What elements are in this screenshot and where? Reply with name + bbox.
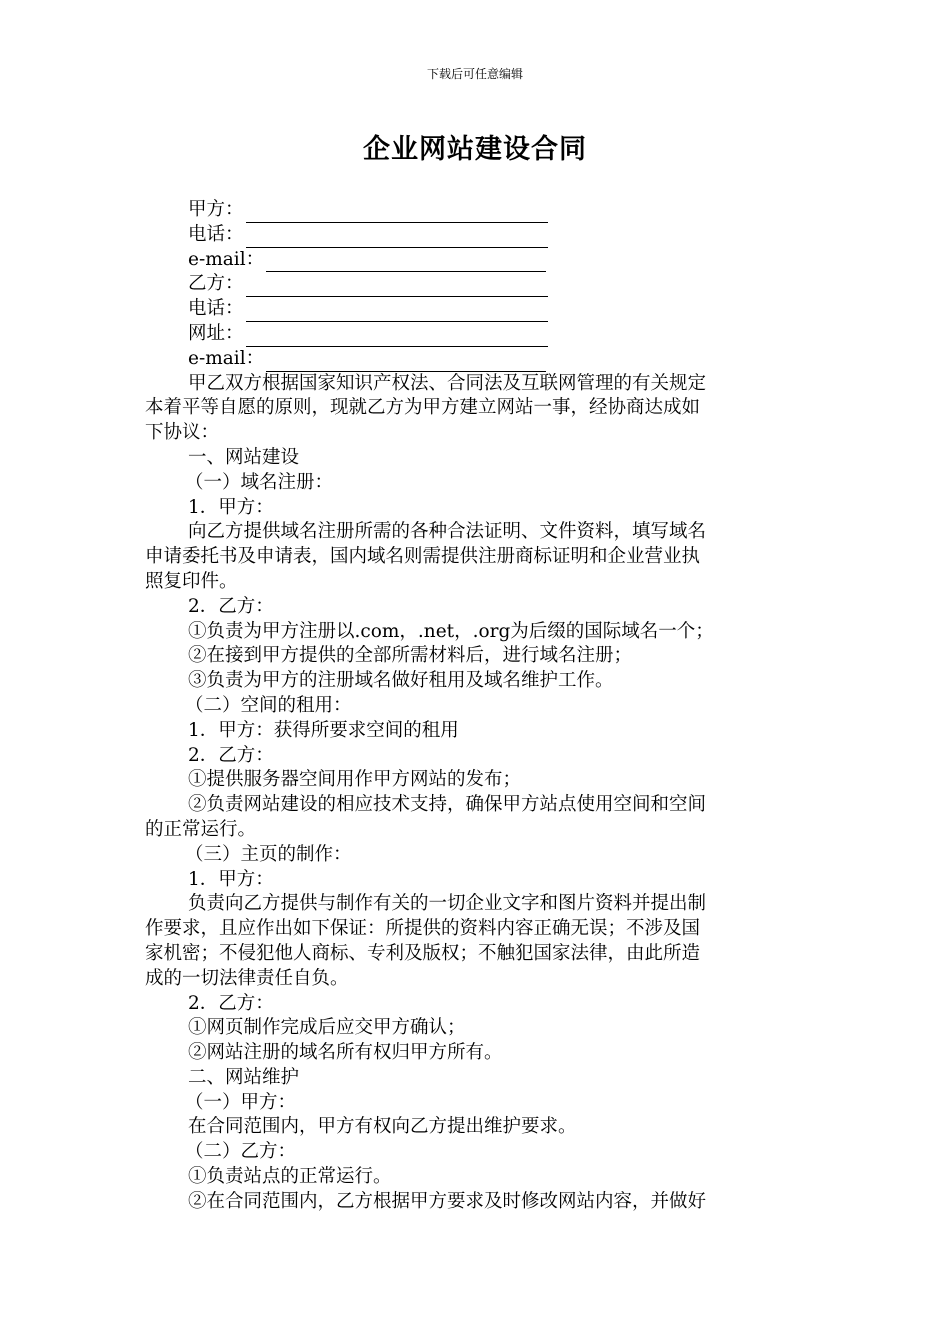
clause-label: 2．乙方： [188, 744, 274, 766]
field-party-a [145, 198, 810, 223]
field-label: 电话： [188, 298, 244, 320]
fill-blank[interactable] [246, 280, 548, 297]
fill-blank[interactable] [246, 305, 548, 322]
clause-line: 照复印件。 [145, 570, 238, 592]
field-label: e-mail： [188, 248, 265, 270]
field-label: e-mail： [188, 347, 265, 369]
intro-line: 本着平等自愿的原则，现就乙方为甲方建立网站一事，经协商达成如 [145, 397, 701, 419]
fill-blank[interactable] [266, 355, 546, 372]
contract-body [145, 198, 810, 1215]
clause-item: ①负责站点的正常运行。 [188, 1166, 392, 1188]
section-heading: 一、网站建设 [188, 446, 300, 468]
clause-line: 作要求，且应作出如下保证：所提供的资料内容正确无误；不涉及国 [145, 918, 701, 940]
fill-blank[interactable] [246, 231, 548, 248]
fill-blank[interactable] [246, 330, 548, 347]
clause-item: ②网站注册的域名所有权归甲方所有。 [188, 1042, 503, 1064]
fill-blank[interactable] [266, 255, 546, 272]
clause-label: 2．乙方： [188, 992, 274, 1014]
clause-label: 1．甲方： [188, 868, 274, 890]
clause-item: ①负责为甲方注册以.com，.net，.org为后缀的国际域名一个； [188, 620, 714, 642]
clause-item: ②在接到甲方提供的全部所需材料后，进行域名注册； [188, 645, 633, 667]
clause-line: 申请委托书及申请表，国内域名则需提供注册商标证明和企业营业执 [145, 546, 701, 568]
field-label: 网址： [188, 322, 244, 344]
document-title: 企业网站建设合同 [363, 134, 587, 165]
clause-line: 负责向乙方提供与制作有关的一切企业文字和图片资料并提出制 [188, 893, 707, 915]
clause-item: ②负责网站建设的相应技术支持，确保甲方站点使用空间和空间 [188, 794, 707, 816]
field-website-b [145, 322, 810, 347]
subsection-heading: （一）甲方： [185, 1091, 297, 1113]
field-phone-a [145, 223, 810, 248]
clause-line: 成的一切法律责任自负。 [145, 967, 349, 989]
header-note: 下载后可任意编辑 [426, 67, 523, 81]
clause-item: ①网页制作完成后应交甲方确认； [188, 1017, 466, 1039]
clause-line: 的正常运行。 [145, 818, 257, 840]
clause-line: 1．甲方：获得所要求空间的租用 [188, 719, 459, 741]
intro-line: 甲乙双方根据国家知识产权法、合同法及互联网管理的有关规定 [188, 372, 707, 394]
field-party-b [145, 272, 810, 297]
field-label: 电话： [188, 223, 244, 245]
clause-item: ③负责为甲方的注册域名做好租用及域名维护工作。 [188, 670, 614, 692]
field-email-a [145, 248, 810, 273]
field-email-b [145, 347, 810, 372]
section-heading: 二、网站维护 [188, 1066, 300, 1088]
subsection-heading: （二）乙方： [185, 1141, 297, 1163]
clause-label: 1．甲方： [188, 496, 274, 518]
clause-line: 向乙方提供域名注册所需的各种合法证明、文件资料，填写域名 [188, 521, 707, 543]
subsection-heading: （一）域名注册： [185, 471, 334, 493]
clause-item: ①提供服务器空间用作甲方网站的发布； [188, 769, 522, 791]
intro-line: 下协议： [145, 422, 220, 444]
fill-blank[interactable] [246, 206, 548, 223]
field-label: 乙方： [188, 273, 244, 295]
clause-item: ②在合同范围内，乙方根据甲方要求及时修改网站内容，并做好 [188, 1190, 707, 1212]
field-label: 甲方： [188, 199, 244, 220]
clause-label: 2．乙方： [188, 595, 274, 617]
clause-line: 家机密；不侵犯他人商标、专利及版权；不触犯国家法律，由此所造 [145, 942, 701, 964]
subsection-heading: （二）空间的租用： [185, 694, 352, 716]
clause-line: 在合同范围内，甲方有权向乙方提出维护要求。 [188, 1116, 577, 1138]
subsection-heading: （三）主页的制作： [185, 843, 352, 865]
field-phone-b [145, 297, 810, 322]
